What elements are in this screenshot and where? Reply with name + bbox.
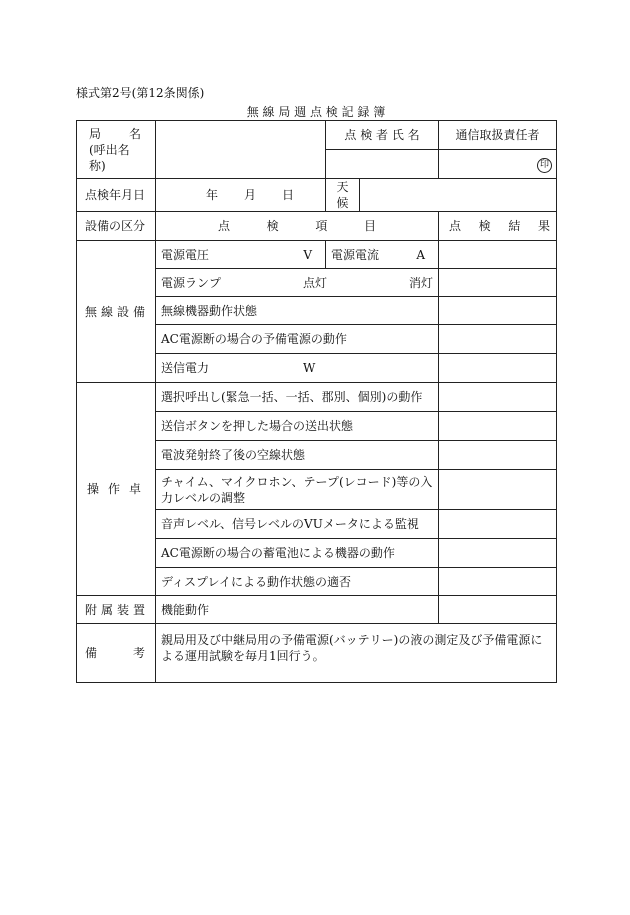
result-backup-power[interactable] [439, 325, 557, 354]
power-voltage-unit: V [303, 247, 312, 262]
inspection-date-value[interactable] [156, 179, 326, 212]
item-console-1: 選択呼出し(緊急一括、一括、郡別、個別)の動作 [156, 383, 439, 412]
inspector-name-value[interactable] [326, 150, 439, 179]
section-radio-equipment: 無 線 設 備 [77, 241, 156, 383]
inspection-results-header: 点 検 結 果 [439, 212, 557, 241]
power-lamp-label: 電源ランプ [161, 275, 222, 290]
item-console-3: 電波発射終了後の空線状態 [156, 441, 439, 470]
comm-manager-label: 通信取扱責任者 [439, 121, 557, 150]
weather-value[interactable] [360, 179, 557, 212]
result-console-6[interactable] [439, 539, 557, 568]
item-power-lamp [156, 269, 439, 297]
tx-power-label: 送信電力 [161, 361, 210, 375]
inspection-record-table [76, 120, 557, 683]
item-console-2: 送信ボタンを押した場合の送出状態 [156, 412, 439, 441]
result-console-4[interactable] [439, 470, 557, 510]
item-console-4: チャイム、マイクロホン、テープ(レコード)等の入力レベルの調整 [156, 470, 439, 510]
form-title: 無 線 局 週 点 検 記 録 簿 [246, 105, 386, 119]
section-console: 操 作 卓 [77, 383, 156, 596]
inspector-name-label: 点 検 者 氏 名 [326, 121, 439, 150]
item-console-7: ディスプレイによる動作状態の適否 [156, 568, 439, 596]
item-function-operation: 機能動作 [156, 596, 439, 624]
item-power-voltage [156, 241, 326, 269]
item-tx-power [156, 354, 439, 383]
day-label: 日 [281, 188, 294, 202]
power-current-label: 電源電流 [331, 247, 380, 262]
comm-manager-value[interactable] [439, 150, 557, 179]
item-backup-power: AC電源断の場合の予備電源の動作 [156, 325, 439, 354]
form-number: 様式第2号(第12条関係) [76, 86, 205, 100]
power-voltage-label: 電源電圧 [161, 247, 210, 262]
year-label: 年 [205, 188, 218, 202]
tx-power-unit: W [303, 361, 316, 375]
month-label: 月 [243, 188, 256, 202]
inspection-date-label: 点検年月日 [77, 179, 156, 212]
result-radio-operation[interactable] [439, 297, 557, 325]
result-tx-power[interactable] [439, 354, 557, 383]
section-remarks: 備 考 [77, 624, 156, 683]
result-console-5[interactable] [439, 510, 557, 539]
result-console-1[interactable] [439, 383, 557, 412]
result-console-7[interactable] [439, 568, 557, 596]
result-power-voltage-current[interactable] [439, 241, 557, 269]
result-console-2[interactable] [439, 412, 557, 441]
seal-icon: 印 [537, 158, 552, 173]
item-console-5: 音声レベル、信号レベルのVUメータによる監視 [156, 510, 439, 539]
power-current-unit: A [416, 247, 426, 262]
result-power-lamp[interactable] [439, 269, 557, 297]
inspection-items-header: 点 検 項 目 [156, 212, 439, 241]
result-console-3[interactable] [439, 441, 557, 470]
remarks-text: 親局用及び中継局用の予備電源(バッテリー)の液の測定及び予備電源による運用試験を毎月1回行う。 [156, 624, 557, 683]
station-name-label: 局 名 (呼出名称) [77, 121, 156, 179]
item-console-6: AC電源断の場合の蓄電池による機器の動作 [156, 539, 439, 568]
item-power-current [326, 241, 439, 269]
weather-label: 天 候 [326, 179, 360, 212]
power-lamp-on: 点灯 [303, 275, 328, 290]
equipment-category-header: 設備の区分 [77, 212, 156, 241]
item-radio-operation: 無線機器動作状態 [156, 297, 439, 325]
station-name-value[interactable] [156, 121, 326, 179]
power-lamp-off: 消灯 [409, 275, 434, 290]
section-accessory: 附 属 装 置 [77, 596, 156, 624]
result-function-operation[interactable] [439, 596, 557, 624]
